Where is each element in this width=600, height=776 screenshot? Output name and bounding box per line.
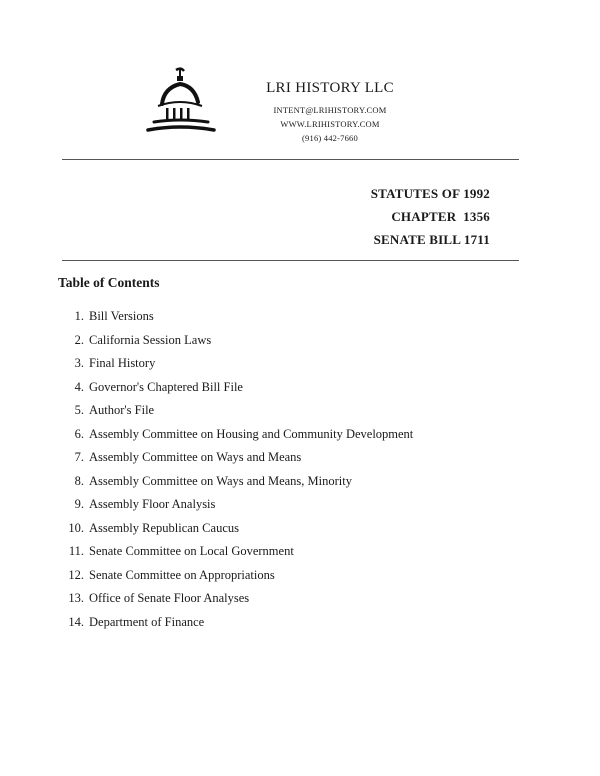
toc-item-number: 2.	[74, 332, 84, 347]
toc-item	[58, 493, 413, 517]
toc-item-number: 3.	[74, 356, 84, 370]
toc-item-label: Governor's Chaptered Bill File	[89, 379, 243, 394]
toc-item	[58, 423, 413, 447]
toc-item-number: 1.	[74, 309, 84, 323]
chapter-number: CHAPTER 1356	[391, 209, 490, 224]
toc-item-number: 7.	[74, 450, 84, 464]
company-phone: (916) 442-7660	[302, 133, 358, 143]
statute-block	[371, 182, 490, 251]
toc-item-label: Assembly Committee on Housing and Community Development	[89, 426, 414, 441]
company-name: LRI HISTORY LLC	[266, 80, 394, 96]
toc-item-label: Assembly Committee on Ways and Means	[89, 450, 302, 464]
toc-item-number: 5.	[74, 403, 84, 417]
toc-item-label: Assembly Republican Caucus	[89, 520, 239, 535]
toc-title: Table of Contents	[58, 275, 160, 290]
toc-item-label: Department of Finance	[89, 614, 205, 629]
toc-item-number: 10.	[68, 520, 84, 535]
toc-item-label: Bill Versions	[89, 309, 154, 323]
toc-item-label: Final History	[89, 356, 156, 370]
toc-item-label: Office of Senate Floor Analyses	[89, 591, 250, 605]
toc-item-label: Assembly Committee on Ways and Means, Minority	[89, 473, 352, 488]
toc-item-number: 8.	[74, 473, 84, 488]
company-info	[230, 80, 430, 145]
toc-item-number: 14.	[68, 614, 84, 629]
toc-item-label: Senate Committee on Local Government	[89, 544, 294, 558]
toc-item-number: 4.	[74, 379, 84, 394]
toc-item-number: 13.	[68, 591, 84, 605]
toc-item-number: 12.	[68, 567, 84, 582]
toc-item-label: Senate Committee on Appropriations	[89, 567, 275, 582]
toc-item-label: Assembly Floor Analysis	[89, 497, 216, 511]
bill-number: SENATE BILL 1711	[373, 232, 490, 247]
toc-item-number: 11.	[68, 544, 84, 558]
toc-item	[58, 352, 413, 376]
toc-item	[58, 329, 413, 353]
toc-item-number: 9.	[74, 497, 84, 511]
capitol-dome-icon	[140, 60, 220, 140]
toc-item	[58, 470, 413, 494]
statutes-year: STATUTES OF 1992	[370, 186, 490, 201]
toc-item	[58, 305, 413, 329]
divider-top	[62, 159, 519, 160]
toc-item	[58, 540, 413, 564]
toc-item	[58, 564, 413, 588]
divider-bottom	[62, 260, 519, 261]
toc-item	[58, 517, 413, 541]
toc-item	[58, 587, 413, 611]
toc-item	[58, 446, 413, 470]
toc-item	[58, 399, 413, 423]
toc-item-label: Author's File	[89, 403, 155, 417]
toc-item-number: 6.	[74, 426, 84, 441]
toc-list	[58, 305, 413, 634]
toc-item	[58, 376, 413, 400]
toc-item-label: California Session Laws	[89, 332, 212, 347]
letterhead	[140, 60, 500, 150]
company-email: INTENT@LRIHISTORY.COM	[273, 105, 387, 115]
company-website: WWW.LRIHISTORY.COM	[280, 119, 380, 129]
toc-item	[58, 611, 413, 635]
